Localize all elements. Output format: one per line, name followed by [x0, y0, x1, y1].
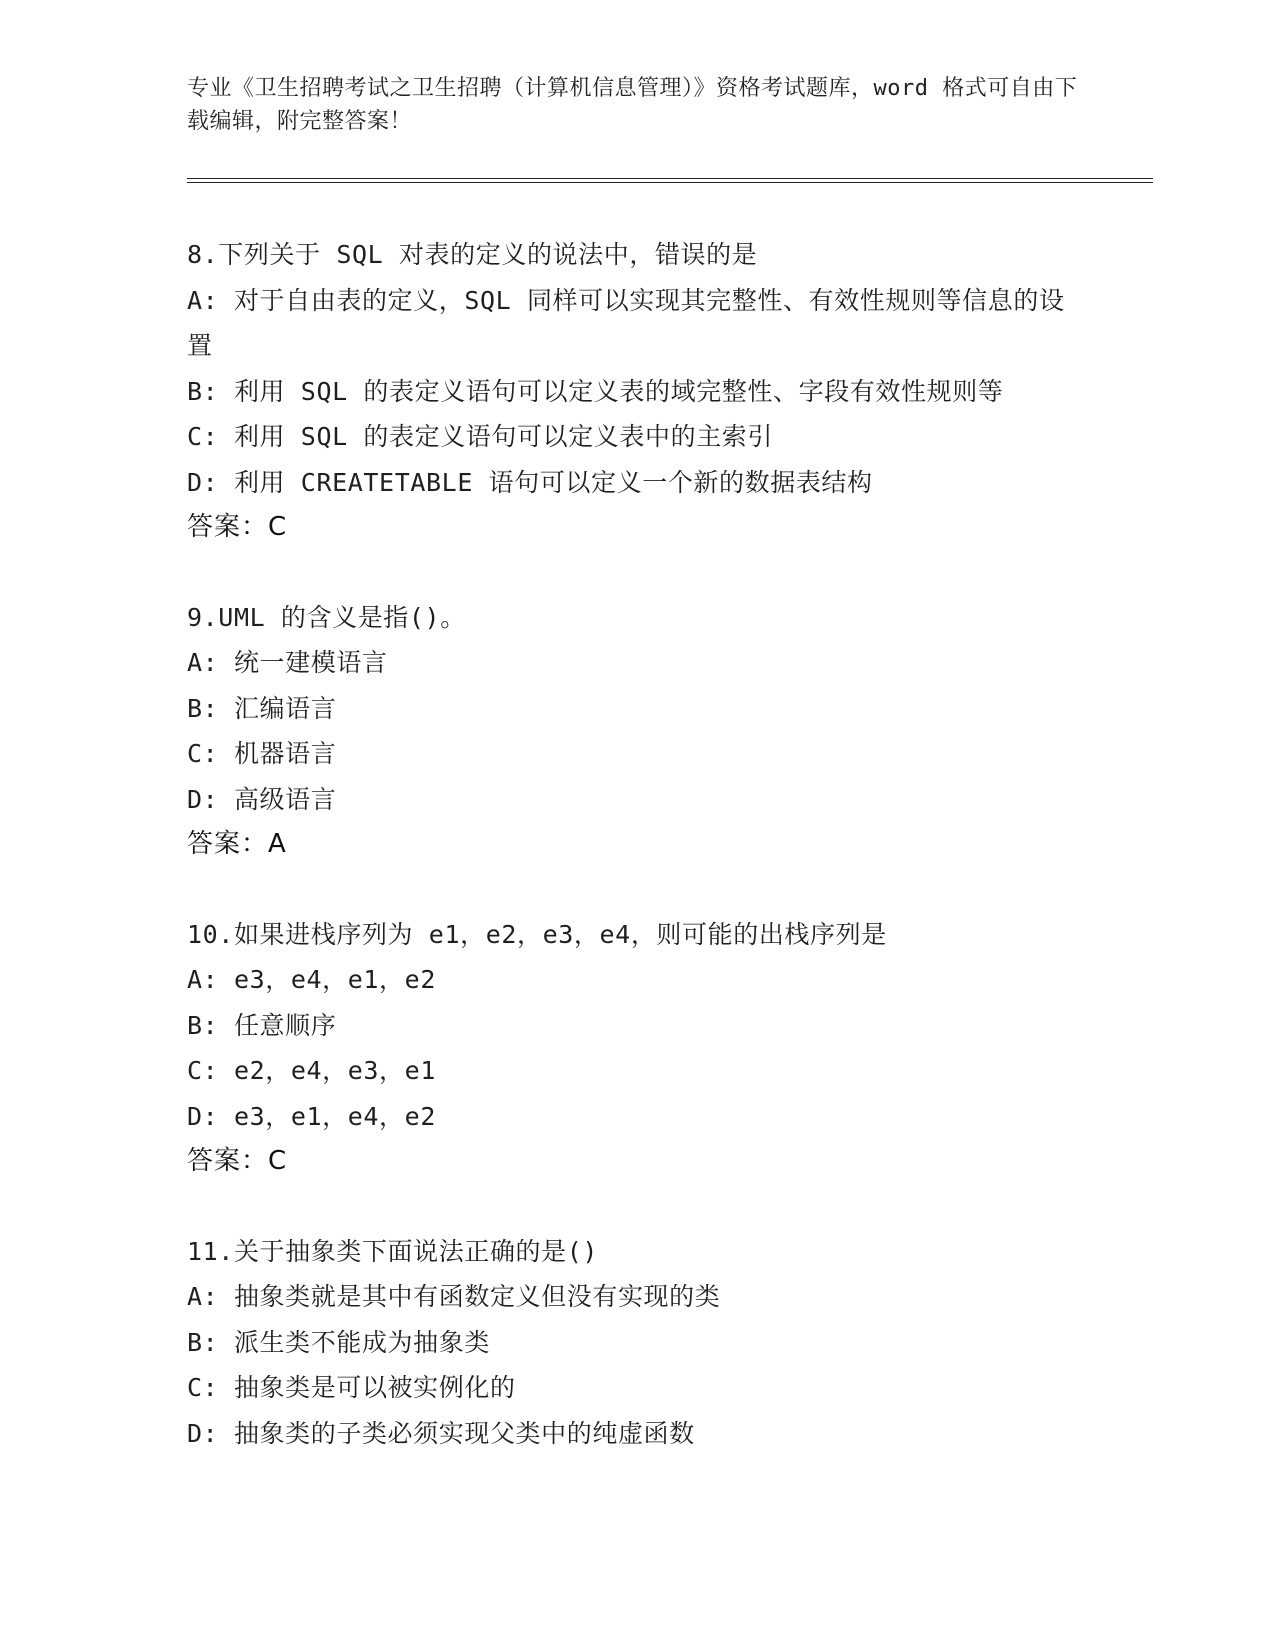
option-d: D: 抽象类的子类必须实现父类中的纯虚函数 [187, 1418, 695, 1448]
header-divider [187, 178, 1153, 183]
option-d: D: e3，e1，e4，e2 [187, 1101, 436, 1131]
option-b: B: 派生类不能成为抽象类 [187, 1327, 490, 1357]
question-stem: 10.如果进栈序列为 e1，e2，e3，e4，则可能的出栈序列是 [187, 919, 887, 949]
option-d: D: 高级语言 [187, 784, 337, 814]
question-8 [187, 232, 1087, 551]
option-d: D: 利用 CREATETABLE 语句可以定义一个新的数据表结构 [187, 467, 873, 497]
option-c: C: e2，e4，e3，e1 [187, 1056, 436, 1085]
question-11 [187, 1229, 1087, 1457]
option-b: B: 任意顺序 [187, 1010, 337, 1040]
question-stem: 8.下列关于 SQL 对表的定义的说法中，错误的是 [187, 240, 758, 269]
option-c: C: 抽象类是可以被实例化的 [187, 1373, 516, 1402]
question-list [187, 232, 1087, 1500]
answer-line: 答案：A [187, 829, 287, 859]
option-a: A: e3，e4，e1，e2 [187, 965, 436, 994]
answer-line: 答案：C [187, 512, 288, 542]
option-a: A: 统一建模语言 [187, 648, 388, 677]
option-c: C: 利用 SQL 的表定义语句可以定义表中的主索引 [187, 422, 774, 451]
question-9 [187, 595, 1087, 868]
question-stem: 11.关于抽象类下面说法正确的是() [187, 1236, 599, 1266]
option-b: B: 利用 SQL 的表定义语句可以定义表的域完整性、字段有效性规则等 [187, 376, 1004, 406]
option-b: B: 汇编语言 [187, 693, 337, 723]
question-10 [187, 912, 1087, 1185]
question-stem: 9.UML 的含义是指()。 [187, 602, 466, 632]
document-header: 专业《卫生招聘考试之卫生招聘（计算机信息管理）》资格考试题库，word 格式可自由下载编辑，附完整答案！ [187, 76, 1078, 134]
answer-line: 答案：C [187, 1146, 288, 1176]
option-c: C: 机器语言 [187, 739, 337, 768]
option-a: A: 抽象类就是其中有函数定义但没有实现的类 [187, 1282, 721, 1311]
option-a: A: 对于自由表的定义，SQL 同样可以实现其完整性、有效性规则等信息的设置 [187, 285, 1065, 360]
